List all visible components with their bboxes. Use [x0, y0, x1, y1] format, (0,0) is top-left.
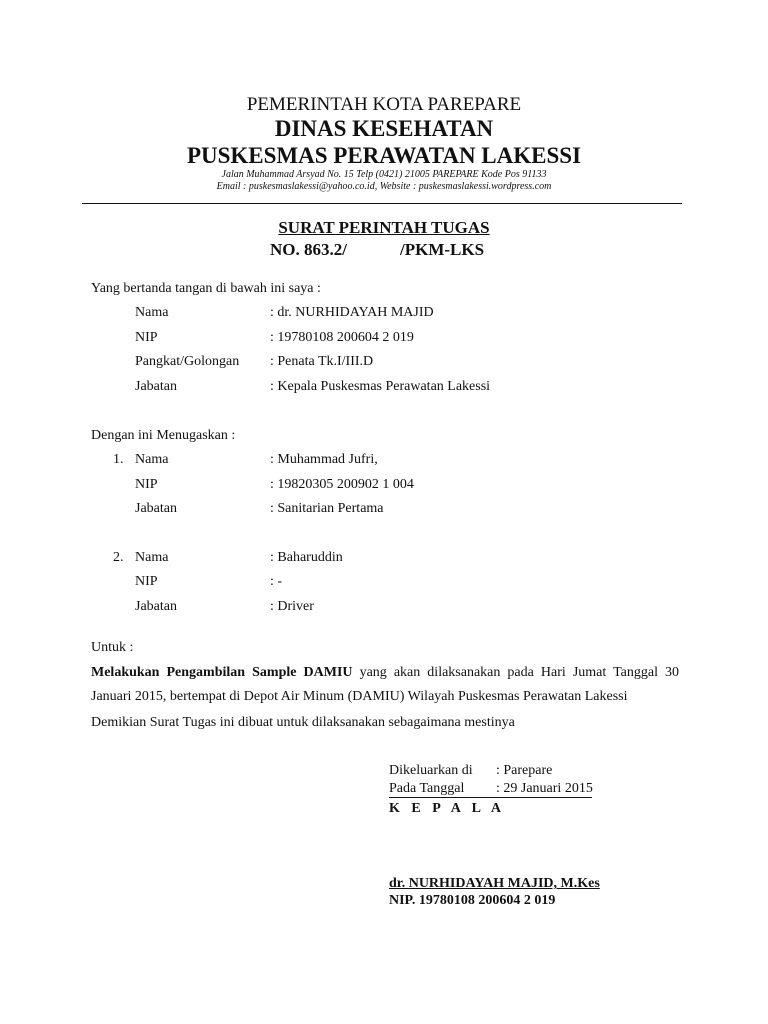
issued-date-label: Pada Tanggal: [389, 781, 465, 796]
date-underline: [389, 797, 592, 798]
closing-sentence: Demikian Surat Tugas ini dibuat untuk dilaksanakan sebagaimana mestinya: [91, 715, 515, 730]
assignee-name-label: Nama: [135, 452, 169, 467]
signatory-position-title: K E P A L A: [389, 801, 505, 816]
document-number-suffix: /PKM-LKS: [400, 240, 485, 259]
assignee-position-value: : Driver: [270, 599, 314, 614]
assignee-position-label: Jabatan: [135, 501, 177, 516]
assignee-name-value: : Baharuddin: [270, 550, 343, 565]
purpose-bold-lead: Melakukan Pengambilan Sample DAMIU: [91, 665, 353, 680]
contact-line: Email : puskesmaslakessi@yahoo.co.id, Website : puskesmaslakessi.wordpress.com: [216, 181, 552, 192]
signatory-name-label: Nama: [135, 305, 169, 320]
signature-nip: NIP. 19780108 200604 2 019: [389, 893, 556, 908]
signatory-rank-value: : Penata Tk.I/III.D: [270, 354, 374, 369]
signatory-name-value: : dr. NURHIDAYAH MAJID: [270, 305, 434, 320]
issued-place-label: Dikeluarkan di: [389, 763, 473, 778]
assignee-number: 1.: [113, 452, 124, 467]
assignee-nip-value: : -: [270, 574, 283, 589]
assignee-position-label: Jabatan: [135, 599, 177, 614]
signatory-rank-label: Pangkat/Golongan: [135, 354, 240, 369]
assign-intro: Dengan ini Menugaskan :: [91, 428, 236, 443]
signatory-nip-label: NIP: [135, 330, 158, 345]
assignee-number: 2.: [113, 550, 124, 565]
issued-date-value: : 29 Januari 2015: [496, 781, 593, 796]
letterhead-divider: [82, 203, 682, 204]
assignee-nip-value: : 19820305 200902 1 004: [270, 477, 414, 492]
institution-heading: PUSKESMAS PERAWATAN LAKESSI: [186, 143, 582, 168]
assignee-name-label: Nama: [135, 550, 169, 565]
government-heading: PEMERINTAH KOTA PAREPARE: [246, 94, 522, 115]
signatory-intro: Yang bertanda tangan di bawah ini saya :: [91, 281, 321, 296]
document-title-text: SURAT PERINTAH TUGAS: [278, 218, 490, 237]
address-line: Jalan Muhammad Arsyad No. 15 Telp (0421) 21005 PAREPARE Kode Pos 91133: [221, 169, 547, 180]
purpose-paragraph: [91, 661, 679, 709]
assignee-position-value: : Sanitarian Pertama: [270, 501, 384, 516]
purpose-label: Untuk :: [91, 640, 134, 655]
signatory-nip-value: : 19780108 200604 2 019: [270, 330, 414, 345]
assignee-nip-label: NIP: [135, 477, 158, 492]
assignee-nip-label: NIP: [135, 574, 158, 589]
assignee-name-value: : Muhammad Jufri,: [270, 452, 378, 467]
signature-name: dr. NURHIDAYAH MAJID, M.Kes: [389, 876, 600, 891]
signatory-position-label: Jabatan: [135, 379, 177, 394]
issued-place-value: : Parepare: [496, 763, 553, 778]
signatory-position-value: : Kepala Puskesmas Perawatan Lakessi: [270, 379, 491, 394]
document-number-prefix: NO. 863.2/: [270, 240, 347, 259]
department-heading: DINAS KESEHATAN: [274, 116, 494, 141]
purpose-text: yang akan dilaksanakan pada Hari Jumat Tanggal 30 Januari 2015, bertempat di Depot Air Minum (DAMIU) Wilayah Puskesmas Perawatan Lakessi: [91, 665, 680, 704]
document-title: [0, 218, 768, 238]
